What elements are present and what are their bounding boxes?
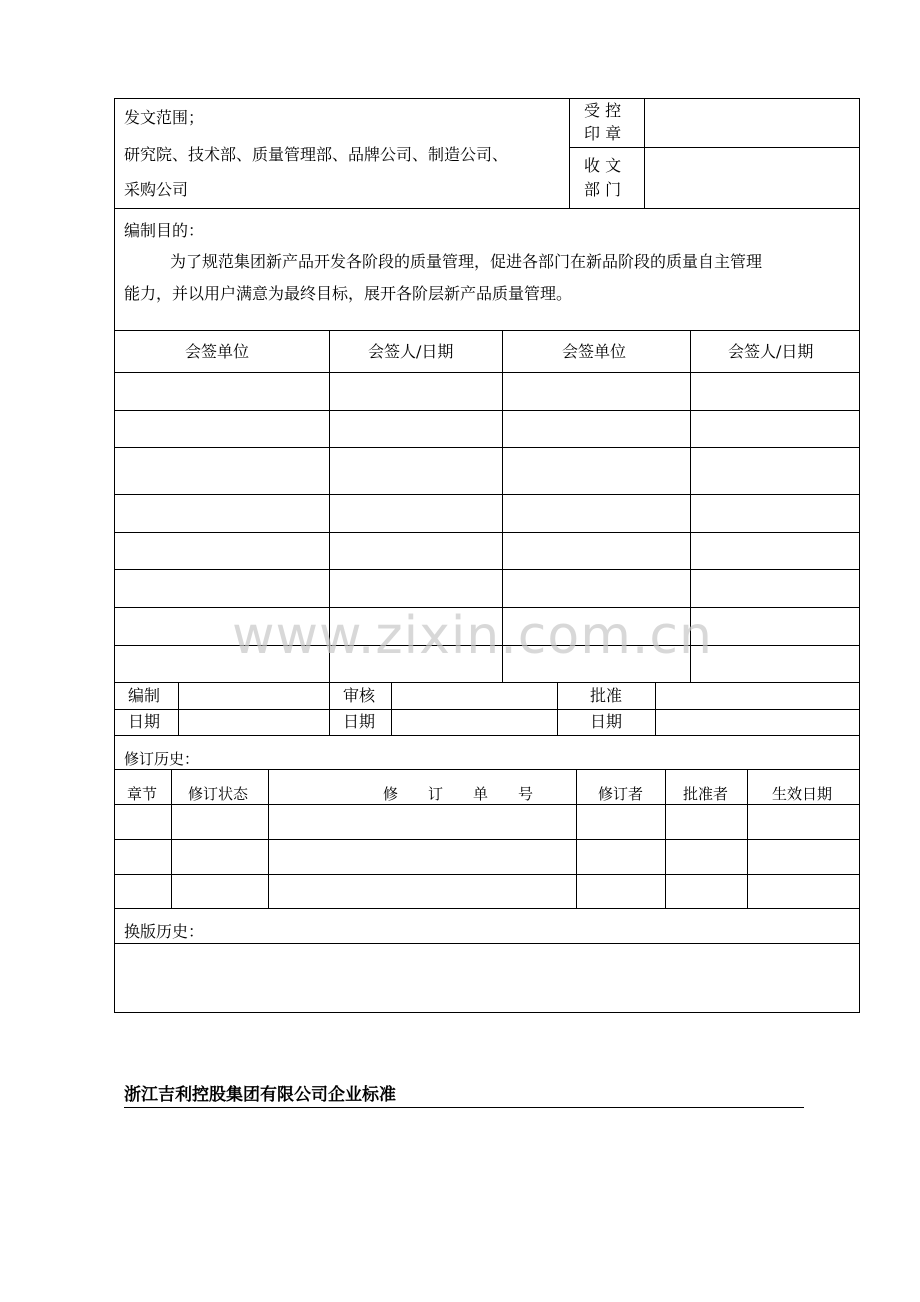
- revision-header-chapter: 章节: [127, 785, 158, 803]
- approve-label: 批准: [590, 686, 623, 705]
- controlled-seal-label-1: 受 控: [584, 101, 622, 120]
- version-history-title: 换版历史：: [124, 922, 205, 941]
- revision-header-effective-date: 生效日期: [772, 785, 833, 803]
- controlled-seal-field[interactable]: [646, 100, 858, 146]
- purpose-text-line2: 能力，并以用户满意为最终目标，展开各阶层新产品质量管理。: [124, 284, 573, 303]
- receiving-dept-label-2: 部 门: [584, 180, 622, 199]
- revision-header-reviser: 修订者: [598, 785, 644, 803]
- revision-history-title: 修订历史：: [124, 750, 200, 768]
- watermark: www.zixin.com.cn: [232, 606, 713, 666]
- sign-header-unit-2: 会签单位: [562, 342, 627, 361]
- revision-header-approver: 批准者: [683, 785, 729, 803]
- approve-date-label: 日期: [590, 712, 623, 731]
- controlled-seal-label-2: 印 章: [584, 124, 622, 143]
- version-history-field[interactable]: [116, 945, 858, 1011]
- footer-rule: [124, 1107, 804, 1108]
- distribution-scope-line1: 研究院、技术部、质量管理部、品牌公司、制造公司、: [124, 145, 509, 164]
- revision-header-status: 修订状态: [188, 785, 249, 803]
- receiving-dept-label-1: 收 文: [584, 156, 622, 175]
- sign-header-signer-1: 会签人/日期: [368, 342, 454, 361]
- prepare-date-label: 日期: [128, 712, 161, 731]
- receiving-dept-field[interactable]: [646, 149, 858, 207]
- review-label: 审核: [343, 686, 376, 705]
- purpose-label: 编制目的：: [124, 221, 205, 240]
- review-date-label: 日期: [343, 712, 376, 731]
- sign-header-unit-1: 会签单位: [185, 342, 250, 361]
- sign-header-signer-2: 会签人/日期: [728, 342, 814, 361]
- prepare-label: 编制: [128, 686, 161, 705]
- distribution-scope-label: 发文范围；: [124, 108, 205, 127]
- distribution-scope-line2: 采购公司: [124, 180, 189, 199]
- purpose-text-line1: 为了规范集团新产品开发各阶段的质量管理，促进各部门在新品阶段的质量自主管理: [170, 252, 763, 271]
- company-standard-title: 浙江吉利控股集团有限公司企业标准: [124, 1085, 396, 1105]
- revision-header-number: 修 订 单 号: [383, 785, 534, 803]
